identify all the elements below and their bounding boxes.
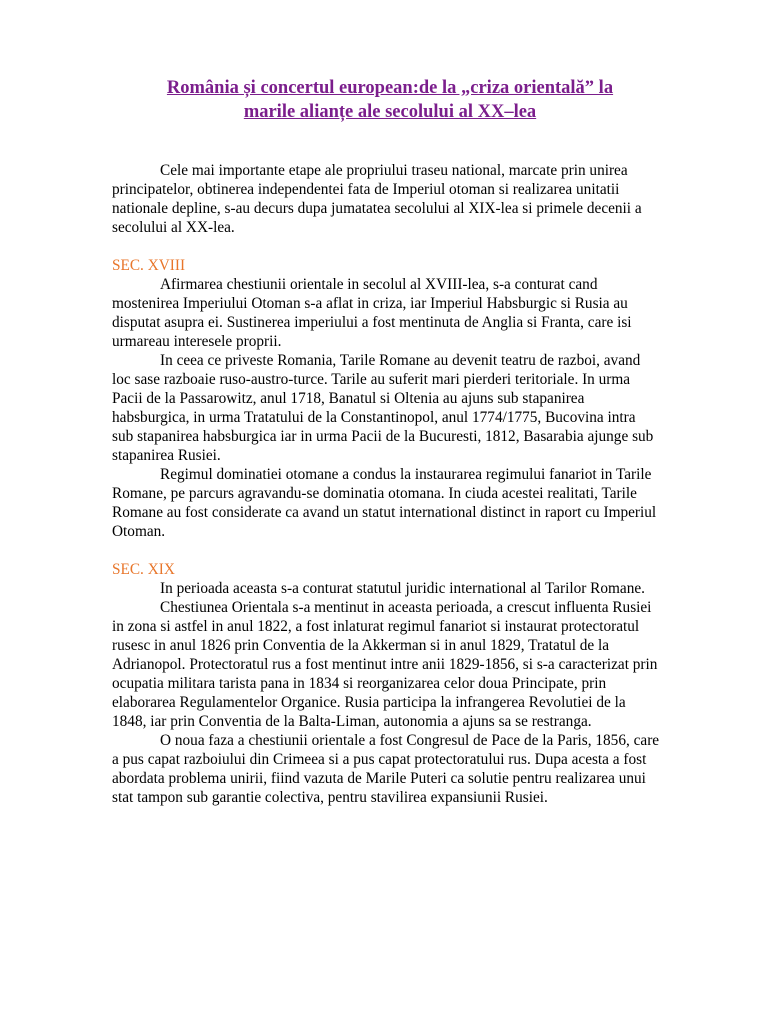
paragraph: In perioada aceasta s-a conturat statutul juridic international al Tarilor Romane.: [160, 580, 645, 597]
section-xix: [112, 560, 660, 807]
paragraph: In ceea ce priveste Romania, Tarile Romane au devenit teatru de razboi, avand loc sase razboaie ruso-austro-turce. Tarile au suferit mari pierderi teritoriale. In urma Pacii de la Passarowitz, anul 1718, Banatul si Oltenia au ajuns sub stapanirea habsburgica, in urma Tratatului de la Constantinopol, anul 1774/1775, Bucovina intra sub stapanirea habsburgica iar in urma Pacii de la Bucuresti, 1812, Basarabia ajunge sub stapanirea Rusiei.: [112, 352, 654, 464]
paragraph: Regimul dominatiei otomane a condus la instaurarea regimului fanariot in Tarile Romane, pe parcurs agravandu-se dominatia otomana. In ciuda acestei realitati, Tarile Romane au fost considerate ca avand un statut international distinct in raport cu Imperiul Otoman.: [112, 466, 657, 540]
section-heading-xix: SEC. XIX: [112, 561, 175, 578]
paragraph: Afirmarea chestiunii orientale in secolul al XVIII-lea, s-a conturat cand mostenirea Imperiului Otoman s-a aflat in criza, iar Imperiul Habsburgic si Rusia au disputat asupra ei. Sustinerea imperiului a fost mentinuta de Anglia si Franta, care isi urmareau interesele proprii.: [112, 276, 632, 350]
document-title: [100, 76, 680, 124]
paragraph: Chestiunea Orientala s-a mentinut in aceasta perioada, a crescut influenta Rusiei in zona si astfel in anul 1822, a fost inlaturat regimul fanariot si instaurat protectoratul rusesc in anul 1826 prin Conventia de la Akkerman si in anul 1829, Tratatul de la Adrianopol. Protectoratul rus a fost mentinut intre anii 1829-1856, si s-a caracterizat prin ocupatia militara tarista pana in 1834 si reorganizarea celor doua Principate, prin elaborarea Regulamentelor Organice. Rusia participa la infrangerea Revolutiei de la 1848, iar prin Conventia de la Balta-Liman, autonomia a ajuns sa se restranga.: [112, 599, 658, 730]
section-heading-xviii: SEC. XVIII: [112, 257, 186, 274]
title-line-2: marile alianțe ale secolului al XX–lea: [243, 102, 537, 123]
paragraph: O noua faza a chestiunii orientale a fost Congresul de Pace de la Paris, 1856, care a pus capat razboiului din Crimeea si a pus capat protectoratului rus. Dupa acesta a fost abordata problema unirii, fiind vazuta de Marile Puteri ca solutie pentru realizarea unui stat tampon sub garantie colectiva, pentru stavilirea expansiunii Rusiei.: [112, 732, 660, 806]
document-body: [112, 161, 660, 807]
title-line-1: România și concertul european:de la „criza orientală” la: [166, 78, 614, 99]
section-xviii: [112, 256, 660, 541]
intro-paragraph: Cele mai importante etape ale propriului traseu national, marcate prin unirea principatelor, obtinerea independentei fata de Imperiul otoman si realizarea unitatii nationale depline, s-au decurs dupa jumatatea secolului al XIX-lea si primele decenii a secolului al XX-lea.: [112, 162, 642, 236]
section-spacer: [112, 541, 660, 560]
